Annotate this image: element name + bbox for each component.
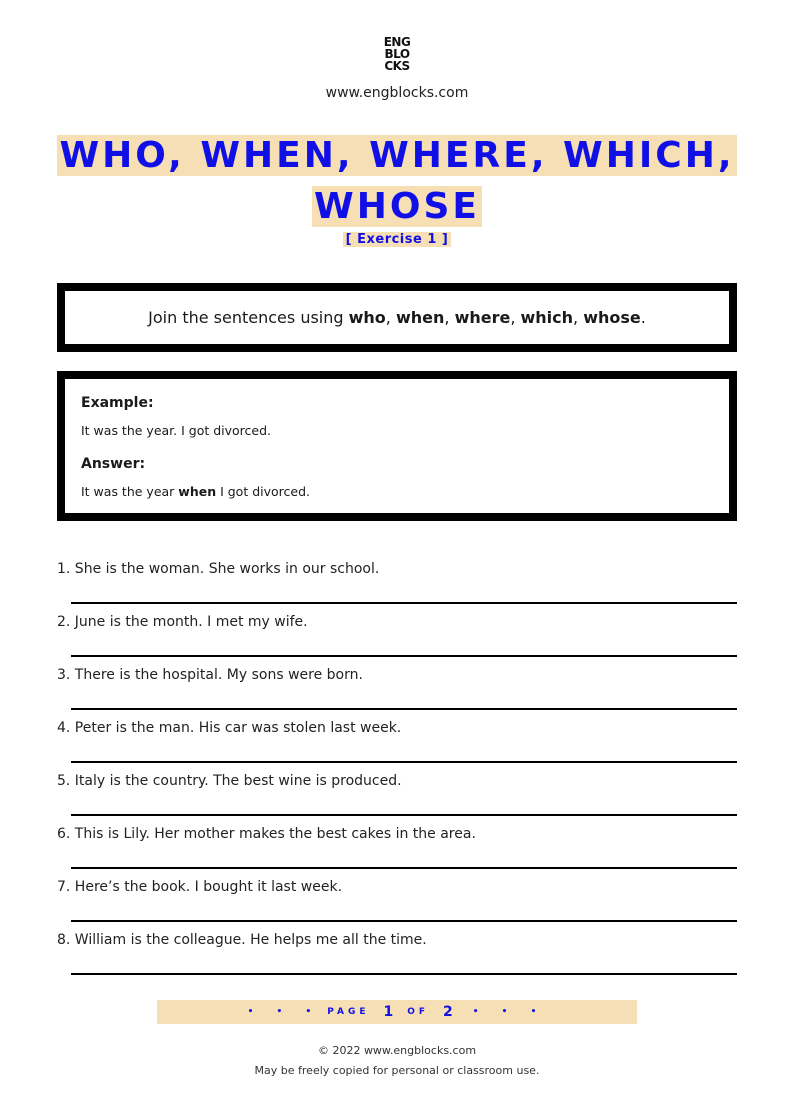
example-label: Example: xyxy=(81,395,154,411)
question-7: 7. Here’s the book. I bought it last week. xyxy=(57,879,343,895)
instruction-box xyxy=(57,283,737,352)
keyword-when: when xyxy=(395,308,445,327)
question-1: 1. She is the woman. She works in our school. xyxy=(57,561,380,577)
answer-line-7[interactable] xyxy=(71,920,737,922)
instruction-text xyxy=(148,308,646,327)
answer-keyword: when xyxy=(178,484,217,499)
answer-line-3[interactable] xyxy=(71,708,737,710)
keyword-which: which xyxy=(520,308,574,327)
worksheet-title xyxy=(0,130,794,232)
question-4: 4. Peter is the man. His car was stolen last week. xyxy=(57,720,402,736)
keyword-who: who xyxy=(348,308,386,327)
question-5: 5. Italy is the country. The best wine is produced. xyxy=(57,773,402,789)
dots-right: • • • xyxy=(472,1007,547,1017)
answer-text xyxy=(81,484,310,499)
current-page: 1 xyxy=(383,1004,394,1020)
site-url[interactable]: www.engblocks.com xyxy=(325,85,469,101)
sep: , xyxy=(510,308,521,327)
answer-line-1[interactable] xyxy=(71,602,737,604)
keyword-where: where xyxy=(454,308,511,327)
page-indicator xyxy=(157,1000,637,1024)
of-word: OF xyxy=(407,1007,430,1017)
copyright-text: © 2022 www.engblocks.com xyxy=(317,1044,477,1057)
answer-label: Answer: xyxy=(81,456,146,472)
keyword-whose: whose xyxy=(583,308,641,327)
sep: , xyxy=(573,308,584,327)
license-text: May be freely copied for personal or classroom use. xyxy=(254,1064,540,1077)
sep: , xyxy=(444,308,455,327)
example-text: It was the year. I got divorced. xyxy=(81,423,272,438)
answer-line-2[interactable] xyxy=(71,655,737,657)
question-3: 3. There is the hospital. My sons were born. xyxy=(57,667,363,683)
logo-line-1: ENG xyxy=(383,35,411,49)
dots-left: • • • xyxy=(247,1007,322,1017)
total-pages: 2 xyxy=(443,1004,453,1020)
answer-line-5[interactable] xyxy=(71,814,737,816)
question-8: 8. William is the colleague. He helps me all the time. xyxy=(57,932,427,948)
title-line-2: WHOSE xyxy=(314,186,480,227)
page-word: PAGE xyxy=(327,1007,370,1017)
sep: , xyxy=(385,308,396,327)
exercise-subtitle xyxy=(0,232,794,247)
engblocks-logo xyxy=(0,36,794,72)
question-2: 2. June is the month. I met my wife. xyxy=(57,614,308,630)
answer-line-4[interactable] xyxy=(71,761,737,763)
exercise-subtitle-text: [ Exercise 1 ] xyxy=(343,232,452,247)
answer-after: I got divorced. xyxy=(216,484,310,499)
title-line-1: WHO, WHEN, WHERE, WHICH, xyxy=(59,135,735,176)
question-6: 6. This is Lily. Her mother makes the best cakes in the area. xyxy=(57,826,476,842)
period: . xyxy=(640,308,646,327)
logo-line-3: CKS xyxy=(384,59,410,73)
answer-line-6[interactable] xyxy=(71,867,737,869)
answer-line-8[interactable] xyxy=(71,973,737,975)
logo-line-2: BLO xyxy=(384,47,410,61)
answer-before: It was the year xyxy=(81,484,179,499)
example-box xyxy=(57,371,737,521)
instruction-prefix: Join the sentences using xyxy=(148,308,349,327)
